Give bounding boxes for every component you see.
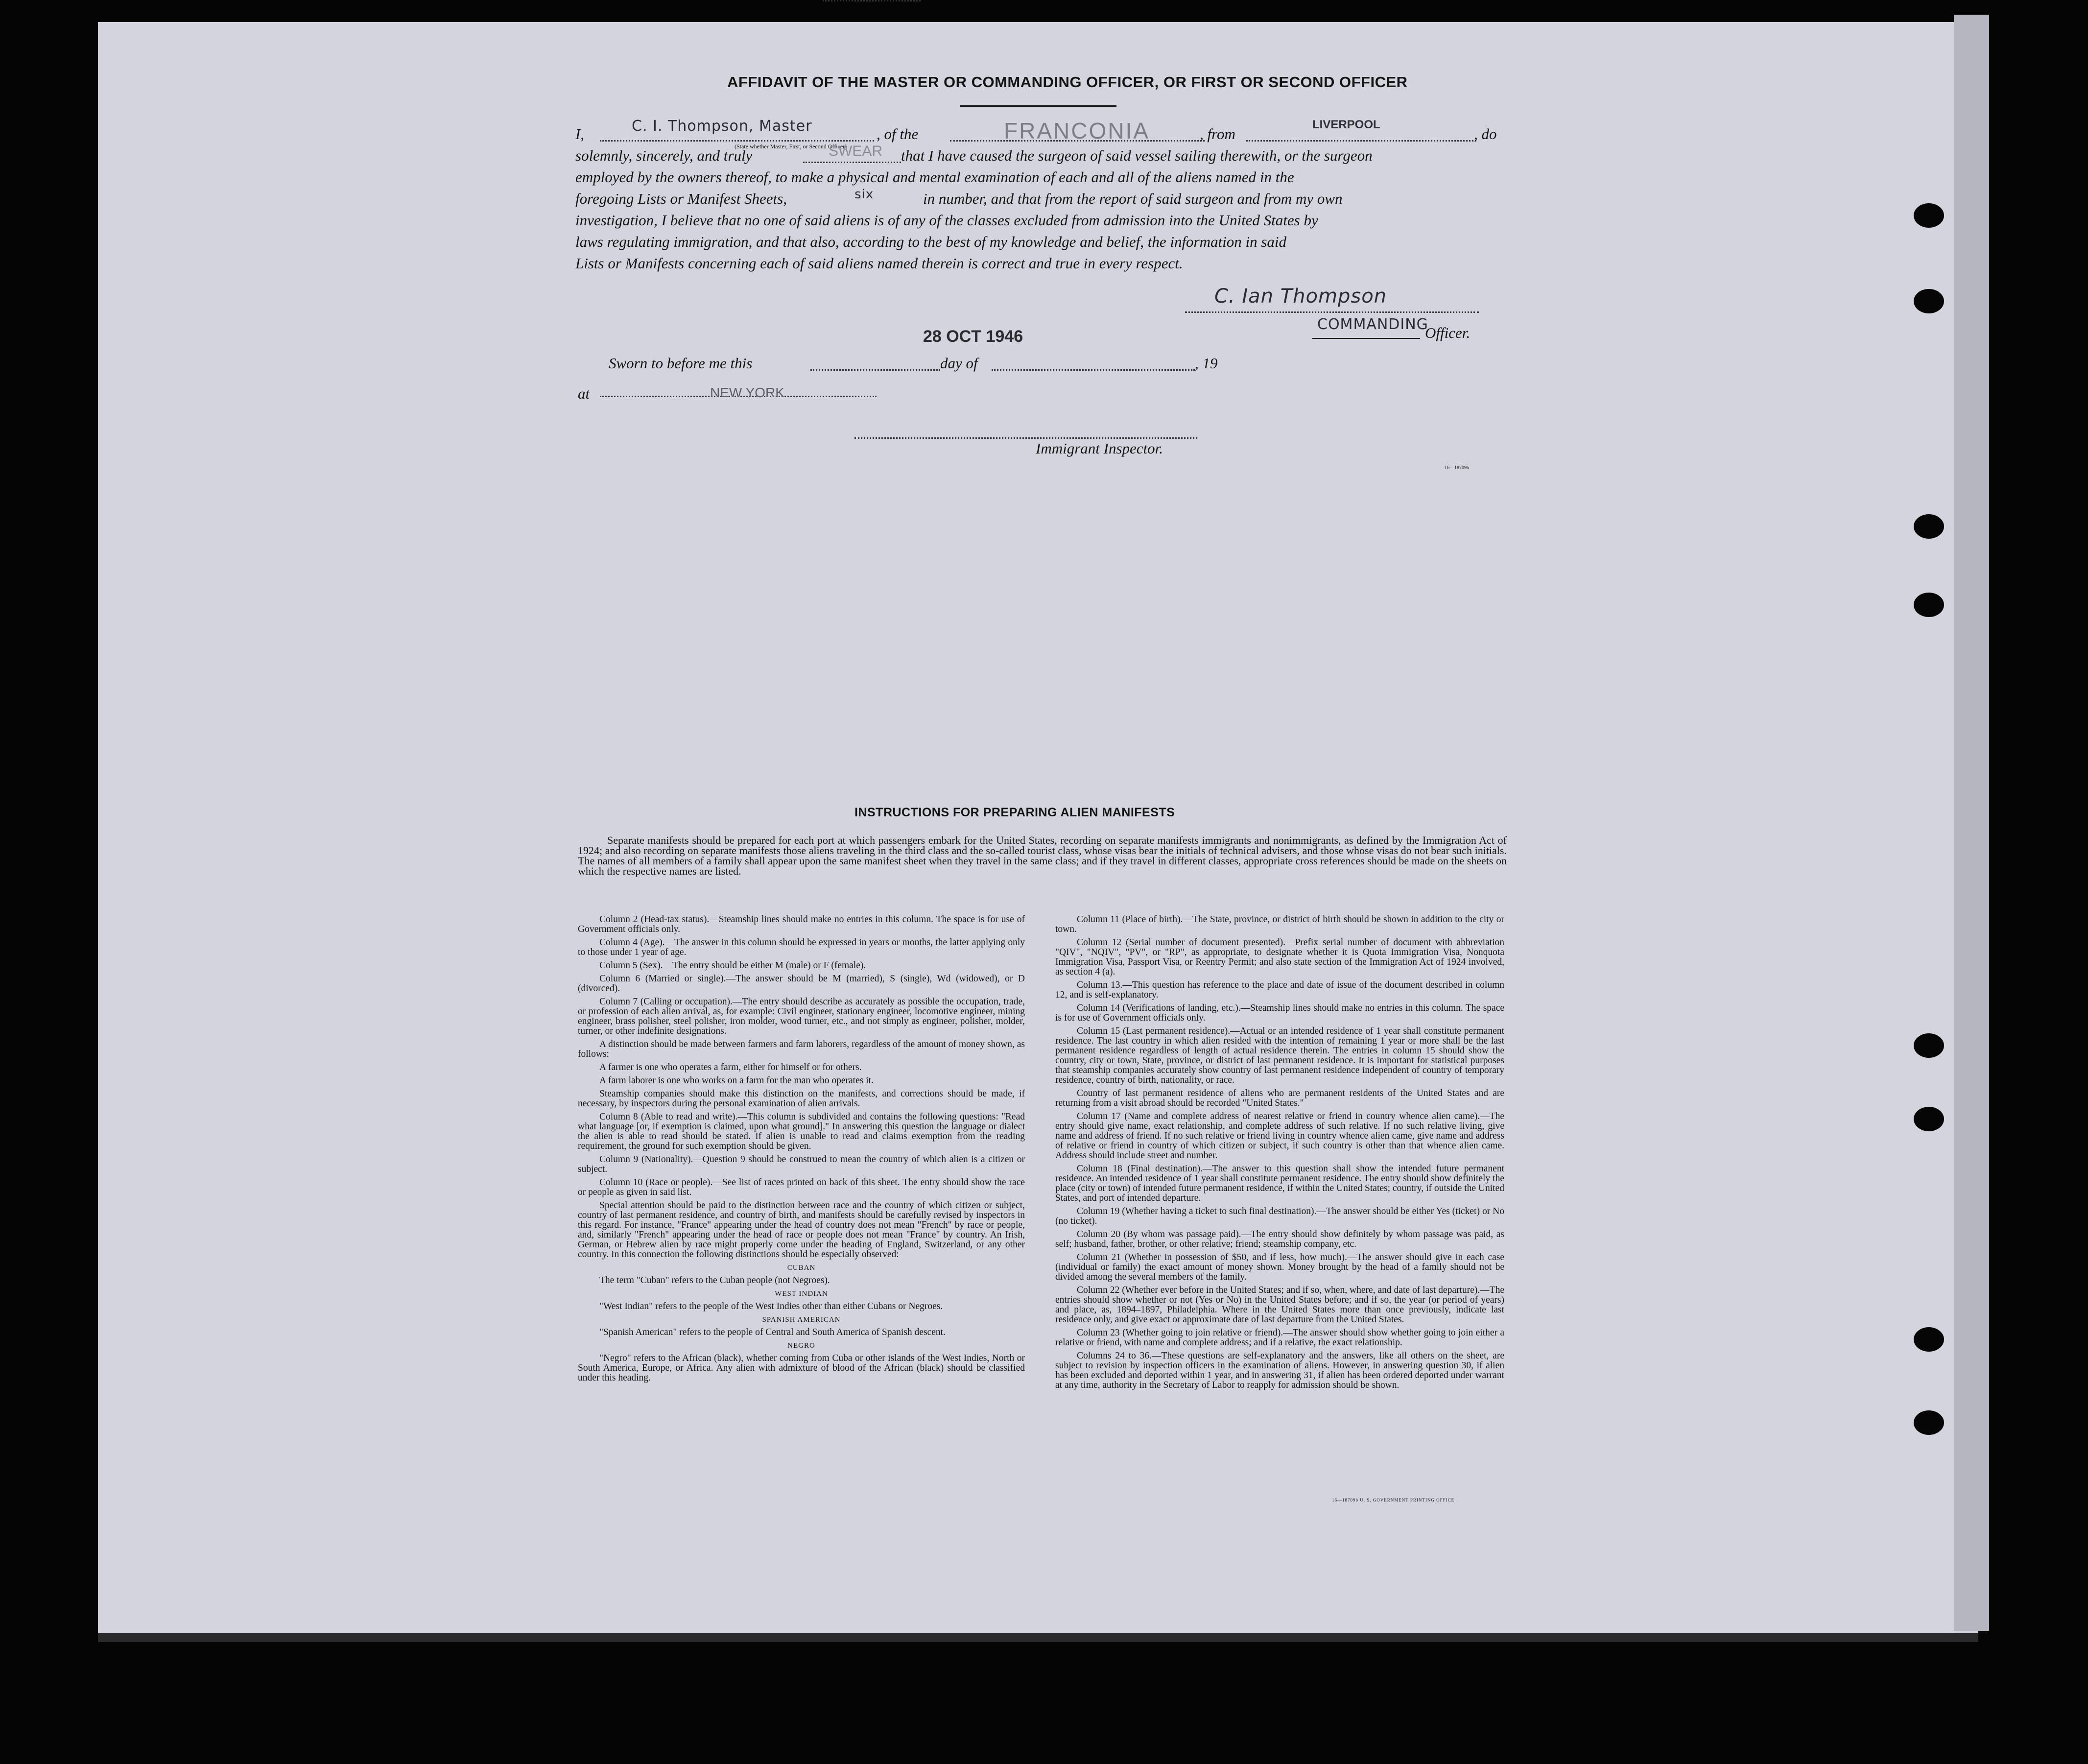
vessel-name-stamp: FRANCONIA (1004, 118, 1150, 143)
sheet-edge (1954, 15, 1989, 1631)
negro-text: "Negro" refers to the African (black), whether coming from Cuba or other islands of the West Indies, North or South America, Europe, or Africa. Any alien with admixture of blood of the African (black) should be classified under this heading. (578, 1353, 1025, 1383)
from-label: , from (1200, 125, 1235, 143)
instruction-col17: Column 17 (Name and complete address of nearest relative or friend in country whence alien came).—The entry should give name, exact relationship, and complete address of such relative. If no such relative living, give name and address of friend. If no such relative or friend living in country whence alien came, give name and address of relative or friend in country of which citizen or subject, if such country is other than that whence alien came. Address should include street and number. (1055, 1111, 1504, 1161)
instruction-col22: Column 22 (Whether ever before in the United States; and if so, when, where, and date of last departure).—The entries should show whether or not (Yes or No) in the United States before; and if so, the year (or period of years) and place, as, 1894–1897, Philadelphia. Where in the United States more than once previously, indicate last residence only, and give exact or approximate date of last departure from the United States. (1055, 1285, 1504, 1325)
instructions-intro: Separate manifests should be prepared for each port at which passengers embark for the United States, recording on separate manifests immigrants and nonimmigrants, as defined by the Immigration Act of 1924; and also recording on separate manifests those aliens traveling in the third class and the so-called tourist class, whose visas bear the initials of technical advisers, and those whose visas do not bear such initials. The names of all members of a family shall appear upon the same manifest sheet when they travel in the same class; and if they travel in different classes, appropriate cross references should be made on the sheets on which the respective names are listed. (578, 834, 1507, 877)
instruction-col11: Column 11 (Place of birth).—The State, province, or district of birth should be shown in addition to the city or town. (1055, 914, 1504, 934)
instruction-steamship: Steamship companies should make this distinction on the manifests, and corrections should be made, if necessary, by inspectors during the personal examination of alien arrivals. (578, 1089, 1025, 1109)
inspector-label: Immigrant Inspector. (1036, 440, 1163, 457)
sworn-year-label: , 19 (1195, 355, 1218, 372)
of-the-label: , of the (877, 125, 919, 143)
master-signature: C. Ian Thompson (1214, 285, 1387, 308)
instructions-title: INSTRUCTIONS FOR PREPARING ALIEN MANIFESTS (854, 806, 1175, 819)
instruction-col12: Column 12 (Serial number of document presented).—Prefix serial number of document with abbreviation "QIV", "NQIV", "PV", or "RP", as appropriate, to designate whether it is Quota Immigration Visa, Nonquota Immigration Visa, Passport Visa, or Reentry Permit; and also state section of the Immigration Act of 1924 involved, as section 4 (a). (1055, 937, 1504, 977)
day-of-label: day of (940, 355, 978, 372)
instruction-col14: Column 14 (Verifications of landing, etc.).—Steamship lines should make no entries in this column. The space is for use of Government officials only. (1055, 1003, 1504, 1023)
instruction-col5: Column 5 (Sex).—The entry should be either M (male) or F (female). (599, 960, 866, 971)
instruction-col10: Column 10 (Race or people).—See list of races printed on back of this sheet. The entry should show the race or people as given in said list. (578, 1177, 1025, 1197)
do-label: , do (1474, 125, 1497, 143)
cuban-heading: CUBAN (787, 1264, 816, 1272)
printing-office-footer: 16—18709b U. S. GOVERNMENT PRINTING OFFICE (1332, 1498, 1455, 1502)
affidavit-line-4: foregoing Lists or Manifest Sheets, (575, 190, 787, 207)
punch-hole (1914, 1033, 1944, 1058)
instruction-col2: Column 2 (Head-tax status).—Steamship lines should make no entries in this column. The space is for use of Government officials only. (578, 914, 1025, 934)
instruction-farm-distinction: A distinction should be made between farmers and farm laborers, regardless of the amount of money shown, as follows: (578, 1039, 1025, 1059)
sworn-month-blank (992, 369, 1195, 371)
signature-line (1185, 311, 1479, 313)
affidavit-line-6: laws regulating immigration, and that also, according to the best of my knowledge and belief, the information in said (575, 233, 1287, 250)
punch-hole (1914, 1410, 1944, 1435)
officer-line (1312, 338, 1420, 339)
port-blank (1246, 140, 1476, 142)
punch-hole (1914, 289, 1944, 313)
instruction-col24-36: Columns 24 to 36.—These questions are self-explanatory and the answers, like all others on the sheet, are subject to revision by inspection officers in the examination of aliens. However, in answering question 30, if alien has been excluded and deported within 1 year, and in answering 31, if alien has been ordered deported under warrant at any time, authority in the Secretary of Labor to reapply for admission should be shown. (1055, 1351, 1504, 1390)
line-2-text: solemnly, sincerely, and truly (575, 147, 753, 164)
affidavit-line-2 (575, 148, 752, 163)
instruction-farm-laborer: A farm laborer is one who works on a farm for the man who operates it. (599, 1075, 874, 1086)
instruction-col15: Column 15 (Last permanent residence).—Actual or an intended residence of 1 year shall constitute permanent residence. The last country in which alien resided with the intention of remaining 1 year or more shall be the last permanent residence regardless of length of actual residence therein. The entries in column 15 should show the country, city or town, State, province, or district of last permanent residence. It is important for statistical purposes that steamship companies accurately show country of last permanent residence independent of country of temporary residence, country of birth, nationality, or race. (1055, 1026, 1504, 1085)
instructions-left-column (578, 915, 1025, 1386)
instruction-col23: Column 23 (Whether going to join relative or friend).—The answer should show whether going to join either a relative or friend, with name and complete address; and if a relative, the exact relationship. (1055, 1328, 1504, 1348)
punch-hole (1914, 514, 1944, 539)
at-label: at (578, 385, 590, 402)
form-number: 16—18709b (1445, 465, 1469, 471)
instruction-col4: Column 4 (Age).—The answer in this column should be expressed in years or months, the latter applying only to those under 1 year of age. (578, 937, 1025, 957)
name-blank (600, 140, 874, 142)
port-stamp: LIVERPOOL (1312, 118, 1380, 131)
spanish-american-heading: SPANISH AMERICAN (762, 1316, 841, 1324)
instruction-us-residents: Country of last permanent residence of aliens who are permanent residents of the United States and are returning from a visit abroad should be recorded "United States." (1055, 1088, 1504, 1108)
sheet-bottom-edge (98, 1633, 1978, 1642)
inspector-line (854, 437, 1197, 439)
sworn-day-blank (810, 369, 940, 371)
oath-stamp: SWEAR (829, 143, 883, 159)
punch-hole (1914, 203, 1944, 228)
negro-heading: NEGRO (787, 1342, 815, 1350)
affidavit-line-3: employed by the owners thereof, to make a physical and mental examination of each and all of the aliens named in the (575, 168, 1294, 186)
master-name-handwritten: C. I. Thompson, Master (632, 118, 812, 135)
officer-label: Officer. (1425, 324, 1471, 341)
oath-blank (803, 162, 901, 163)
west-indian-heading: WEST INDIAN (775, 1290, 828, 1298)
date-stamp: 28 OCT 1946 (923, 327, 1023, 346)
cuban-text: The term "Cuban" refers to the Cuban people (not Negroes). (599, 1275, 830, 1286)
affidavit-line-1 (575, 126, 584, 142)
spanish-american-text: "Spanish American" refers to the people of Central and South America of Spanish descent. (599, 1327, 946, 1337)
sworn-label: Sworn to before me this (609, 355, 753, 372)
affidavit-line-2-rest: that I have caused the surgeon of said vessel sailing therewith, or the surgeon (901, 147, 1373, 164)
instruction-col9: Column 9 (Nationality).—Question 9 should be construed to mean the country of which alien is a citizen or subject. (578, 1154, 1025, 1174)
instruction-col6: Column 6 (Married or single).—The answer should be M (married), S (single), Wd (widowed), or D (divorced). (578, 974, 1025, 994)
punch-hole (1914, 593, 1944, 617)
officer-title-handwritten: COMMANDING (1317, 316, 1428, 333)
affidavit-line-5: investigation, I believe that no one of said aliens is of any of the classes excluded from admission into the United States by (575, 212, 1318, 229)
instruction-col21: Column 21 (Whether in possession of $50, and if less, how much).—The answer should give in each case (individual or family) the exact amount of money shown. Money brought by the head of a family should not be divided among the several members of the family. (1055, 1252, 1504, 1282)
instruction-race-distinction: Special attention should be paid to the distinction between race and the country of which citizen or subject, country of last permanent residence, and country of birth, and manifests should be carefully revised by inspectors in this regard. For instance, "France" appearing under the head of country does not mean "French" by race or people, and, similarly "French" appearing under the head of race or people does not mean "France" by country. An Irish, German, or Hebrew alien by race might properly come under the heading of England, Switzerland, or any other country. In this connection the following distinctions should be especially observed: (578, 1200, 1025, 1260)
sheet-count-blank (823, 0, 921, 1)
affidavit-title: AFFIDAVIT OF THE MASTER OR COMMANDING OFFICER, OR FIRST OR SECOND OFFICER (727, 73, 1408, 91)
instruction-col13: Column 13.—This question has reference to the place and date of issue of the document described in column 12, and is self-explanatory. (1055, 980, 1504, 1000)
name-caption: (State whether Master, First, or Second Officer) (735, 143, 847, 150)
instruction-col20: Column 20 (By whom was passage paid).—The entry should show definitely by whom passage was paid, as self; husband, father, brother, or other relative; friend; steamship company, etc. (1055, 1229, 1504, 1249)
instruction-col18: Column 18 (Final destination).—The answer to this question shall show the intended future permanent residence. An intended residence of 1 year shall constitute permanent residence. The entry should show definitely the place (city or town) of intended future permanent residence, if within the United States; country, if outside the United States, and port of intended departure. (1055, 1164, 1504, 1203)
instructions-right-column (1055, 915, 1504, 1394)
affidavit-i: I, (575, 125, 585, 143)
affidavit-line-7: Lists or Manifests concerning each of said aliens named therein is correct and true in every respect. (575, 255, 1183, 272)
place-stamp: NEW YORK (710, 385, 784, 400)
punch-hole (1914, 1107, 1944, 1131)
instruction-col7: Column 7 (Calling or occupation).—The entry should describe as accurately as possible the occupation, trade, or profession of each alien arrival, as, for example: Civil engineer, stationary engineer, locomotive engineer, mining engineer, brass polisher, steel polisher, iron molder, wood turner, etc., and not simply as engineer, polisher, molder, turner, or other indefinite designations. (578, 997, 1025, 1036)
instruction-col19: Column 19 (Whether having a ticket to such final destination).—The answer should be either Yes (ticket) or No (no ticket). (1055, 1206, 1504, 1226)
instruction-col8: Column 8 (Able to read and write).—This column is subdivided and contains the following questions: "Read what language [or, if exemption is claimed, upon what ground]." In answering this question the language or dialect the alien is able to read should be stated. If alien is unable to read and claims exemption from the reading requirement, the ground for such exemption should be given. (578, 1112, 1025, 1151)
sheet-count-handwritten: six (854, 187, 874, 202)
punch-hole (1914, 1327, 1944, 1352)
affidavit-line-4-rest: in number, and that from the report of said surgeon and from my own (923, 190, 1343, 207)
west-indian-text: "West Indian" refers to the people of the West Indies other than either Cubans or Negroes. (599, 1301, 943, 1311)
title-rule (960, 105, 1116, 107)
instruction-farmer: A farmer is one who operates a farm, either for himself or for others. (599, 1062, 862, 1073)
